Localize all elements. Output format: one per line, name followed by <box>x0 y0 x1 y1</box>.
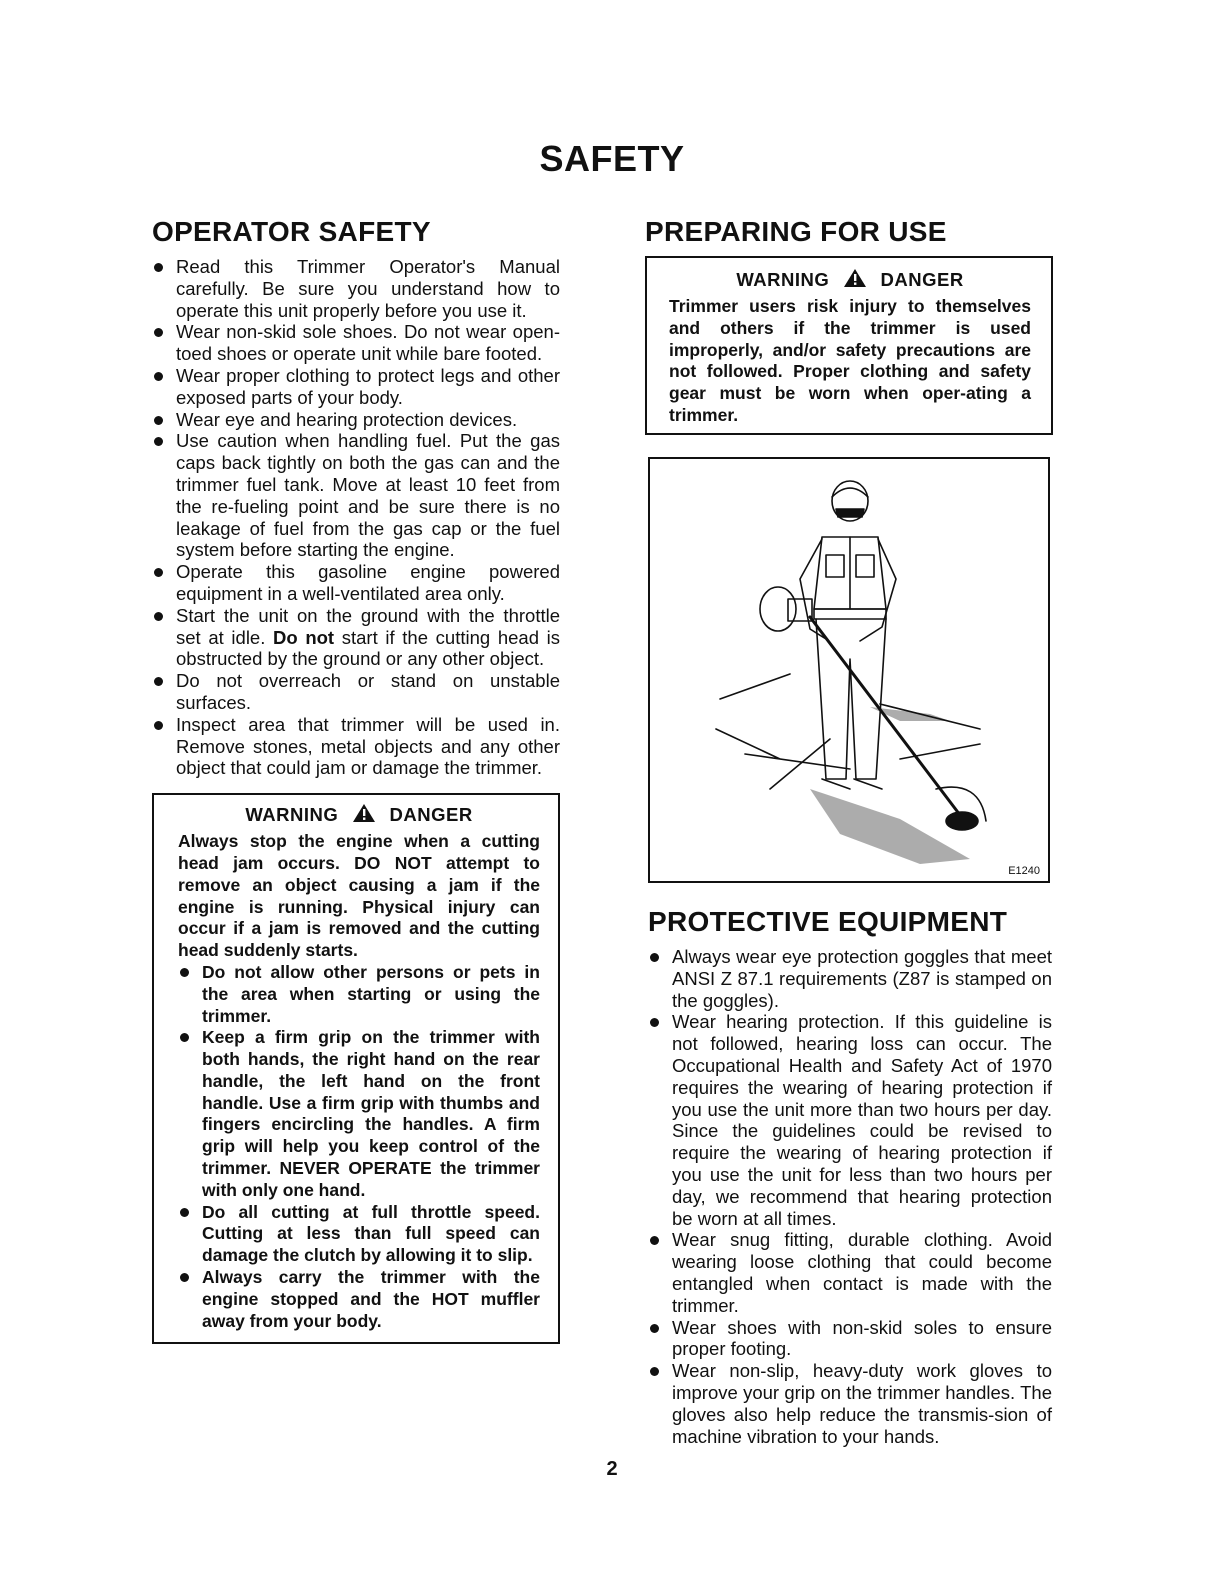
warning-triangle-icon <box>843 268 867 294</box>
jam-warning-box <box>152 793 560 1344</box>
protective-section <box>648 906 1052 1447</box>
warning-triangle-icon <box>352 803 376 829</box>
warning-header <box>669 268 1031 294</box>
list-item: Do not allow other persons or pets in the area when starting or using the trimmer. <box>178 962 540 1027</box>
danger-label: DANGER <box>880 269 964 290</box>
danger-label: DANGER <box>389 804 473 826</box>
figure-label: E1240 <box>1008 865 1040 877</box>
list-item: Wear eye and hearing protection devices. <box>152 409 560 431</box>
warning-text: Always stop the engine when a cutting head jam occurs. DO NOT attempt to remove an object causing a jam if the engine is running. Physical injury can occur if a jam is removed and the cutting head suddenly starts. <box>178 831 540 961</box>
operator-safety-heading: OPERATOR SAFETY <box>152 216 431 247</box>
trimmer-operator-drawing <box>650 459 1048 881</box>
right-column <box>645 216 1053 435</box>
protective-list <box>648 946 1052 1447</box>
operator-illustration <box>648 457 1050 883</box>
start-item-text: Start the unit on the ground with the throttle set at idle. <box>176 604 560 648</box>
list-item: Always wear eye protection goggles that meet ANSI Z 87.1 requirements (Z87 is stamped on the goggles). <box>648 946 1052 1011</box>
warning-text: Trimmer users risk injury to themselves and others if the trimmer is used improperly, and/or safety precautions are not followed. Proper clothing and safety gear must be worn when oper-ating a trimmer. <box>669 296 1031 425</box>
page-number: 2 <box>606 1458 618 1480</box>
list-item: Wear snug fitting, durable clothing. Avoid wearing loose clothing that could become entangled when contact is made with the trimmer. <box>648 1229 1052 1316</box>
protective-heading: PROTECTIVE EQUIPMENT <box>648 906 1008 937</box>
operator-safety-list <box>152 256 560 779</box>
list-item: Wear non-slip, heavy-duty work gloves to improve your grip on the trimmer handles. The gloves also help reduce the transmis-sion of machine vibration to your hands. <box>648 1360 1052 1447</box>
warning-label: WARNING <box>245 804 339 826</box>
list-item: Use caution when handling fuel. Put the gas caps back tightly on both the gas can and the trimmer fuel tank. Move at least 10 feet from the re-fueling point and be sure there is no leakage of fuel from the gas cap or the fuel system before starting the engine. <box>152 430 560 561</box>
preparing-heading: PREPARING FOR USE <box>645 216 947 247</box>
list-item: Wear shoes with non-skid soles to ensure proper footing. <box>648 1317 1052 1361</box>
list-item: Do not overreach or stand on unstable surfaces. <box>152 670 560 714</box>
list-item: Inspect area that trimmer will be used in. Remove stones, metal objects and any other object that could jam or damage the trimmer. <box>152 714 560 779</box>
list-item: Wear proper clothing to protect legs and other exposed parts of your body. <box>152 365 560 409</box>
warning-list <box>178 962 540 1333</box>
list-item: Operate this gasoline engine powered equipment in a well-ventilated area only. <box>152 561 560 605</box>
list-item: Wear hearing protection. If this guideline is not followed, hearing loss can occur. The Occupational Health and Safety Act of 1970 requires the wearing of hearing protection if you use the unit more than two hours per day. Since the guidelines could be revised to require the wearing of hearing protection if you use the unit for less than two hours per day, we recommend that hearing protection be worn at all times. <box>648 1011 1052 1229</box>
warning-label: WARNING <box>736 269 830 290</box>
start-item-emphasis: Do not <box>273 626 335 648</box>
page-title: SAFETY <box>539 138 685 179</box>
preparing-warning-box <box>645 256 1053 435</box>
start-item-text-end: start if the cutting head is obstructed by the ground or any other object. <box>176 626 560 670</box>
list-item: Read this Trimmer Operator's Manual carefully. Be sure you understand how to operate this unit properly before you use it. <box>152 256 560 321</box>
left-column <box>152 216 560 1344</box>
list-item <box>152 605 560 670</box>
list-item: Wear non-skid sole shoes. Do not wear open-toed shoes or operate unit while bare footed. <box>152 321 560 365</box>
list-item: Do all cutting at full throttle speed. Cutting at less than full speed can damage the clutch by allowing it to slip. <box>178 1202 540 1267</box>
warning-header <box>178 803 540 829</box>
list-item: Always carry the trimmer with the engine stopped and the HOT muffler away from your body. <box>178 1267 540 1332</box>
list-item: Keep a firm grip on the trimmer with both hands, the right hand on the rear handle, the left hand on the front handle. Use a firm grip with thumbs and fingers encircling the handles. A firm grip will help you keep control of the trimmer. NEVER OPERATE the trimmer with only one hand. <box>178 1027 540 1201</box>
